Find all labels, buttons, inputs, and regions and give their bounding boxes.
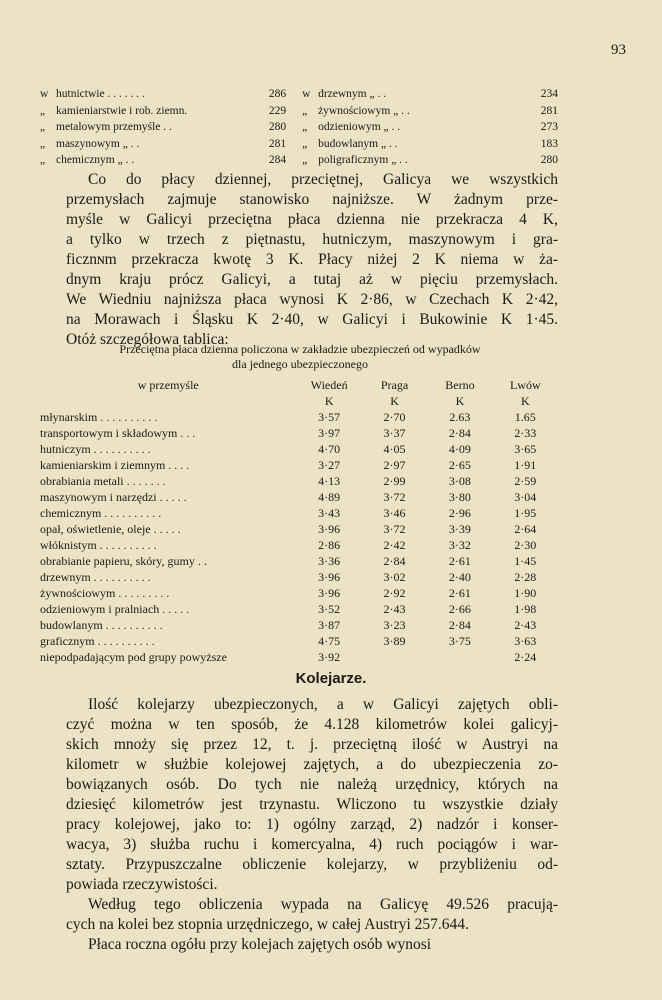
- table-header-row: [40, 377, 558, 393]
- wage-cell: 2·65: [448, 457, 471, 472]
- text-line: przemysłach zajmuje stanowisko najniższe. W żadnym prze-: [66, 191, 558, 208]
- wage-cell: 1·95: [514, 505, 537, 520]
- table-caption-line: Przeciętna płaca dzienna policzona w zakładzie ubezpieczeń od wypadków: [119, 342, 481, 356]
- industry-cell: młynarskim . . . . . . . . . .: [40, 409, 158, 424]
- table-row: [40, 537, 558, 553]
- list-left-entry: [40, 136, 286, 153]
- text-line: skich mnoży się przez 12, t. j. przeciętną ilość w Austryi na: [66, 736, 558, 753]
- text-line: Otóż szczegółowa tablica:: [66, 331, 229, 348]
- wage-cell: 4·09: [448, 441, 471, 456]
- list-right-entry: [302, 86, 558, 103]
- list-label: budowlanym „ . .: [318, 137, 398, 150]
- wage-table: [40, 377, 558, 665]
- text-line: wacya, 3) służba ruchu i komercyalna, 4) ruch pociągów i war-: [66, 836, 558, 853]
- table-row: [40, 569, 558, 585]
- list-val: 273: [540, 121, 558, 133]
- list-label: poligraficznym „ . .: [318, 154, 408, 166]
- wage-cell: 3·36: [318, 553, 341, 568]
- list-pre: „: [302, 104, 308, 117]
- text-line: na Morawach i Śląsku K 2·40, w Galicyi i Bukowinie K 1·45.: [66, 311, 558, 328]
- wage-cell: 2·59: [514, 473, 537, 488]
- paragraph-railway-pay: [66, 935, 558, 955]
- wage-cell: 3·23: [383, 617, 406, 632]
- wage-cell: 3·39: [448, 521, 471, 536]
- list-right-entry: [302, 119, 558, 136]
- list-label: maszynowym „ . .: [56, 137, 140, 150]
- wage-cell: 2·43: [514, 617, 537, 632]
- table-row: [40, 633, 558, 649]
- text-line: myśle w Galicyi przeciętna płaca dzienna nie przekracza 4 K,: [66, 211, 558, 228]
- list-label: hutnictwie . . . . . . .: [56, 88, 145, 100]
- wage-cell: 2·42: [383, 537, 406, 552]
- wage-cell: 3·97: [318, 425, 341, 440]
- text-line: czyć można w ten sposób, że 4.128 kilometrów kolei galicyj-: [66, 716, 558, 733]
- wage-cell: 4·75: [318, 633, 341, 648]
- wage-cell: 2·28: [514, 569, 537, 584]
- wage-cell: 2·86: [318, 537, 341, 552]
- list-label: drzewnym „ . .: [318, 88, 387, 100]
- text-line: We Wiedniu najniższa płaca wynosi K 2·86, w Czechach K 2·42,: [66, 291, 558, 308]
- wage-cell: 3·89: [383, 633, 406, 648]
- text-line: pracy kolejowej, jako to: 1) ogólny zarząd, 2) nadzór i konser-: [66, 816, 558, 833]
- list-val: 234: [540, 88, 558, 100]
- list-row: [40, 119, 558, 136]
- list-left-entry: [40, 152, 286, 169]
- wage-cell: 3·02: [383, 569, 406, 584]
- list-val: 229: [268, 104, 287, 117]
- paragraph-wages-intro: [66, 170, 558, 350]
- text-line: Co do płacy dziennej, przeciętnej, Galicya we wszystkich: [88, 171, 558, 188]
- wage-cell: 3·96: [318, 585, 341, 600]
- wage-cell: 3·96: [318, 569, 341, 584]
- wage-cell: 1·91: [514, 457, 537, 472]
- table-row: [40, 585, 558, 601]
- wage-cell: 1·45: [514, 553, 537, 568]
- table-caption-line: dla jednego ubezpieczonego: [232, 357, 368, 371]
- wage-cell: 3·72: [383, 489, 406, 504]
- wage-cell: 4·70: [318, 441, 341, 456]
- list-pre: „: [302, 137, 308, 150]
- industry-cell: obrabiania metali . . . . . . .: [40, 473, 166, 488]
- list-val: 281: [540, 104, 558, 117]
- column-header-prague: Praga: [380, 377, 409, 392]
- list-pre: w: [302, 88, 311, 100]
- wage-cell: 2·24: [514, 649, 537, 664]
- list-left-entry: [40, 119, 286, 136]
- list-right-entry: [302, 152, 558, 169]
- wage-cell: 3·63: [514, 633, 537, 648]
- wage-cell: 3·92: [318, 649, 341, 664]
- list-pre: „: [40, 121, 46, 133]
- list-label: odzieniowym „ . .: [318, 121, 401, 133]
- wage-cell: 2·40: [448, 569, 471, 584]
- list-pre: „: [302, 121, 308, 133]
- unit-label: K: [455, 393, 465, 408]
- wage-cell: 2·84: [448, 617, 471, 632]
- table-row: [40, 505, 558, 521]
- text-line: powiada rzeczywistości.: [66, 876, 218, 893]
- list-left-entry: [40, 86, 286, 103]
- table-row: [40, 409, 558, 425]
- text-line: bowiązanych osób. Do tych nie należą urzędnicy, których na: [66, 776, 558, 793]
- text-line: kilometr w służbie kolejowej zajętych, a do ubezpieczenia zo-: [66, 756, 558, 773]
- list-row: [40, 103, 558, 120]
- wage-cell: 2·84: [448, 425, 471, 440]
- section-heading: Kolejarze.: [295, 670, 367, 687]
- list-row: [40, 136, 558, 153]
- wage-cell: 4·13: [318, 473, 341, 488]
- list-right-entry: [302, 103, 558, 120]
- table-row: [40, 553, 558, 569]
- wage-cell: 2·96: [448, 505, 471, 520]
- industry-cell: żywnościowym . . . . . . . . .: [40, 585, 170, 600]
- column-header-vienna: Wiedeń: [310, 377, 348, 392]
- wage-cell: 3·96: [318, 521, 341, 536]
- wage-cell: 3·43: [318, 505, 341, 520]
- paragraph-railway-total: [66, 895, 558, 935]
- table-row: [40, 489, 558, 505]
- industry-cell: chemicznym . . . . . . . . . .: [40, 505, 162, 520]
- page-number: 93: [611, 42, 626, 58]
- wage-cell: 1·90: [514, 585, 537, 600]
- wage-cell: 3·75: [448, 633, 471, 648]
- wage-cell: 2·30: [514, 537, 537, 552]
- text-line: cych na kolei bez stopnia urzędniczego, w całej Austryi 257.644.: [66, 916, 469, 933]
- wage-cell: 3·04: [514, 489, 537, 504]
- text-line: sztaty. Przypuszczalne obliczenie kolejarzy, w przybliżeniu od-: [66, 856, 558, 873]
- industry-cell: maszynowym i narzędzi . . . . .: [40, 489, 187, 504]
- wage-cell: 2·61: [448, 585, 471, 600]
- column-header-lviv: Lwów: [509, 377, 541, 392]
- wage-cell: 3·72: [383, 521, 406, 536]
- text-line: Według tego obliczenia wypada na Galicyę 49.526 pracują-: [88, 896, 558, 913]
- unit-label: K: [520, 393, 530, 408]
- list-val: 286: [268, 88, 287, 100]
- list-row: [40, 152, 558, 169]
- unit-label: K: [324, 393, 334, 408]
- wage-cell: 3·37: [383, 425, 406, 440]
- wage-cell: 2·64: [514, 521, 537, 536]
- wage-cell: 2·99: [383, 473, 406, 488]
- column-header-brno: Berno: [445, 377, 475, 392]
- wage-cell: [362, 649, 427, 665]
- list-left-entry: [40, 103, 286, 120]
- wage-cell: 2·92: [383, 585, 406, 600]
- list-label: żywnościowym „ . .: [318, 104, 410, 117]
- industry-cell: obrabianie papieru, skóry, gumy . .: [40, 553, 207, 568]
- wage-cell: 1·98: [514, 601, 537, 616]
- wage-cell: 2·61: [448, 553, 471, 568]
- industry-cell: kamieniarskim i ziemnym . . . .: [40, 457, 190, 472]
- industry-cell: odzieniowym i pralniach . . . . .: [40, 601, 190, 616]
- wage-cell: 3·87: [318, 617, 341, 632]
- wage-cell: 3·65: [514, 441, 537, 456]
- wage-cell: 2·70: [383, 409, 406, 424]
- industry-cell: niepodpadającym pod grupy powyższe: [40, 649, 227, 664]
- wage-cell: 2·33: [514, 425, 537, 440]
- wage-cell: 4·05: [383, 441, 406, 456]
- industry-cell: transportowym i składowym . . .: [40, 425, 196, 440]
- wage-cell: 3·80: [448, 489, 471, 504]
- industry-cell: włóknistym . . . . . . . . . .: [40, 537, 157, 552]
- industry-cell: hutniczym . . . . . . . . . .: [40, 441, 151, 456]
- list-label: kamieniarstwie i rob. ziemn.: [56, 104, 188, 117]
- table-row: [40, 457, 558, 473]
- list-label: chemicznym „ . .: [56, 154, 135, 166]
- text-line: dziesięć kilometrów jest trzynastu. Wliczono tu wszystkie działy: [66, 796, 558, 813]
- wage-cell: 3·32: [448, 537, 471, 552]
- list-pre: „: [40, 154, 46, 166]
- wage-cell: 3·27: [318, 457, 341, 472]
- industry-cell: graficznym . . . . . . . . . .: [40, 633, 155, 648]
- wage-cell: 3·52: [318, 601, 341, 616]
- text-line: dnym kraju prócz Galicyi, a tutaj aż w pięciu przemysłach.: [66, 271, 558, 288]
- wage-cell: 2.63: [449, 409, 471, 424]
- list-right-entry: [302, 136, 558, 153]
- wage-cell: 2·66: [448, 601, 471, 616]
- text-line: a tylko w trzech z piętnastu, hutniczym, maszynowym i gra-: [66, 231, 558, 248]
- text-line: Płaca roczna ogółu przy kolejach zajętych osób wynosi: [88, 936, 432, 953]
- industry-cell: opał, oświetlenie, oleje . . . . .: [40, 521, 181, 536]
- table-row: [40, 601, 558, 617]
- wage-cell: 3·46: [383, 505, 406, 520]
- column-header-industry: w przemyśle: [137, 377, 199, 392]
- wage-cell: 4·89: [318, 489, 341, 504]
- wage-cell: 3·57: [318, 409, 341, 424]
- table-row: [40, 521, 558, 537]
- table-row: [40, 425, 558, 441]
- list-val: 280: [268, 121, 287, 133]
- list-pre: „: [40, 104, 46, 117]
- list-val: 280: [540, 154, 558, 166]
- list-row: [40, 86, 558, 103]
- wage-cell: 2·97: [383, 457, 406, 472]
- table-row: [40, 473, 558, 489]
- table-row: [40, 649, 558, 665]
- wage-cell: 2·84: [383, 553, 406, 568]
- industry-cell: budowlanym . . . . . . . . . .: [40, 617, 163, 632]
- text-line: ficznɴm przekracza kwotę 3 K. Płacy niżej 2 K niema w ża-: [66, 251, 558, 268]
- wage-cell: 1.65: [514, 409, 536, 424]
- list-pre: „: [302, 154, 308, 166]
- table-row: [40, 617, 558, 633]
- list-val: 183: [540, 137, 558, 150]
- industry-cell: drzewnym . . . . . . . . . .: [40, 569, 151, 584]
- wage-cell: 3·08: [448, 473, 471, 488]
- paragraph-railway-count: [66, 695, 558, 895]
- wage-cell: [427, 649, 492, 665]
- list-pre: „: [40, 137, 46, 150]
- table-row: [40, 441, 558, 457]
- list-val: 284: [268, 154, 287, 166]
- list-label: metalowym przemyśle . .: [56, 121, 172, 133]
- unit-label: K: [390, 393, 399, 408]
- wage-cell: 2·43: [383, 601, 406, 616]
- list-val: 281: [268, 137, 287, 150]
- list-pre: w: [40, 88, 49, 100]
- industry-count-list: [40, 86, 558, 169]
- table-caption: [40, 342, 560, 372]
- table-unit-row: [40, 393, 558, 409]
- text-line: Ilość kolejarzy ubezpieczonych, a w Galicyi zajętych obli-: [88, 696, 558, 713]
